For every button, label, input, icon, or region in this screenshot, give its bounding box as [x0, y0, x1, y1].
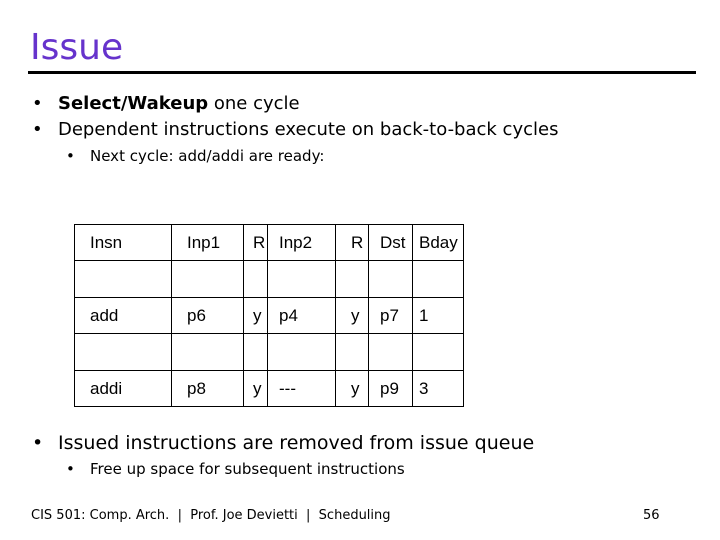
empty-cell	[413, 261, 464, 298]
header-cell: R	[244, 225, 268, 261]
table-cell: 3	[413, 371, 464, 407]
empty-cell	[268, 334, 336, 371]
bullet-select-wakeup	[32, 92, 300, 116]
issue-queue-table	[74, 224, 464, 407]
empty-cell	[244, 334, 268, 371]
empty-cell	[172, 334, 244, 371]
empty-cell	[336, 261, 369, 298]
table-cell: y	[336, 371, 369, 407]
empty-cell	[75, 261, 172, 298]
bullet-issued-removed	[32, 431, 534, 455]
table-cell: y	[336, 298, 369, 334]
sub-bullet-text: Next cycle: add/addi are ready:	[90, 147, 325, 165]
bullet-dot: •	[66, 460, 75, 478]
header-cell: Bday	[413, 225, 464, 261]
title-underline	[28, 71, 696, 74]
empty-row	[75, 334, 464, 371]
table-row	[75, 371, 464, 407]
table-row	[75, 298, 464, 334]
header-cell: Inp2	[268, 225, 336, 261]
header-cell: Insn	[75, 225, 172, 261]
empty-row	[75, 261, 464, 298]
bullet-text: one cycle	[208, 93, 300, 114]
bullet-dot: •	[32, 432, 44, 454]
table-cell: y	[244, 298, 268, 334]
bullet-dot: •	[32, 119, 43, 140]
bullet-text: Issued instructions are removed from issue queue	[58, 432, 535, 454]
bullet-bold-text: Select/Wakeup	[58, 93, 209, 114]
slide-title: Issue	[30, 27, 124, 68]
table-cell: y	[244, 371, 268, 407]
table-cell: ---	[268, 371, 336, 407]
sub-bullet-free-space	[66, 459, 405, 479]
table-cell: p7	[369, 298, 413, 334]
header-cell: R	[336, 225, 369, 261]
empty-cell	[244, 261, 268, 298]
table-cell: 1	[413, 298, 464, 334]
empty-cell	[369, 334, 413, 371]
empty-cell	[336, 334, 369, 371]
bullet-text: Dependent instructions execute on back-to-back cycles	[58, 119, 559, 140]
table-cell: p9	[369, 371, 413, 407]
sub-bullet-text: Free up space for subsequent instructions	[90, 460, 405, 478]
sub-bullet-next-cycle	[66, 146, 324, 166]
table-cell: p8	[172, 371, 244, 407]
empty-cell	[268, 261, 336, 298]
empty-cell	[75, 334, 172, 371]
table-header-row	[75, 225, 464, 261]
header-cell: Inp1	[172, 225, 244, 261]
bullet-dot: •	[66, 147, 75, 165]
header-cell: Dst	[369, 225, 413, 261]
table-cell: p4	[268, 298, 336, 334]
slide-footer: CIS 501: Comp. Arch. | Prof. Joe Devietti | Scheduling	[31, 508, 391, 523]
empty-cell	[413, 334, 464, 371]
bullet-dot: •	[32, 93, 43, 114]
page-number: 56	[643, 508, 660, 523]
empty-cell	[369, 261, 413, 298]
table-cell: add	[75, 298, 172, 334]
table-cell: addi	[75, 371, 172, 407]
bullet-dependent	[32, 118, 558, 142]
table-cell: p6	[172, 298, 244, 334]
empty-cell	[172, 261, 244, 298]
